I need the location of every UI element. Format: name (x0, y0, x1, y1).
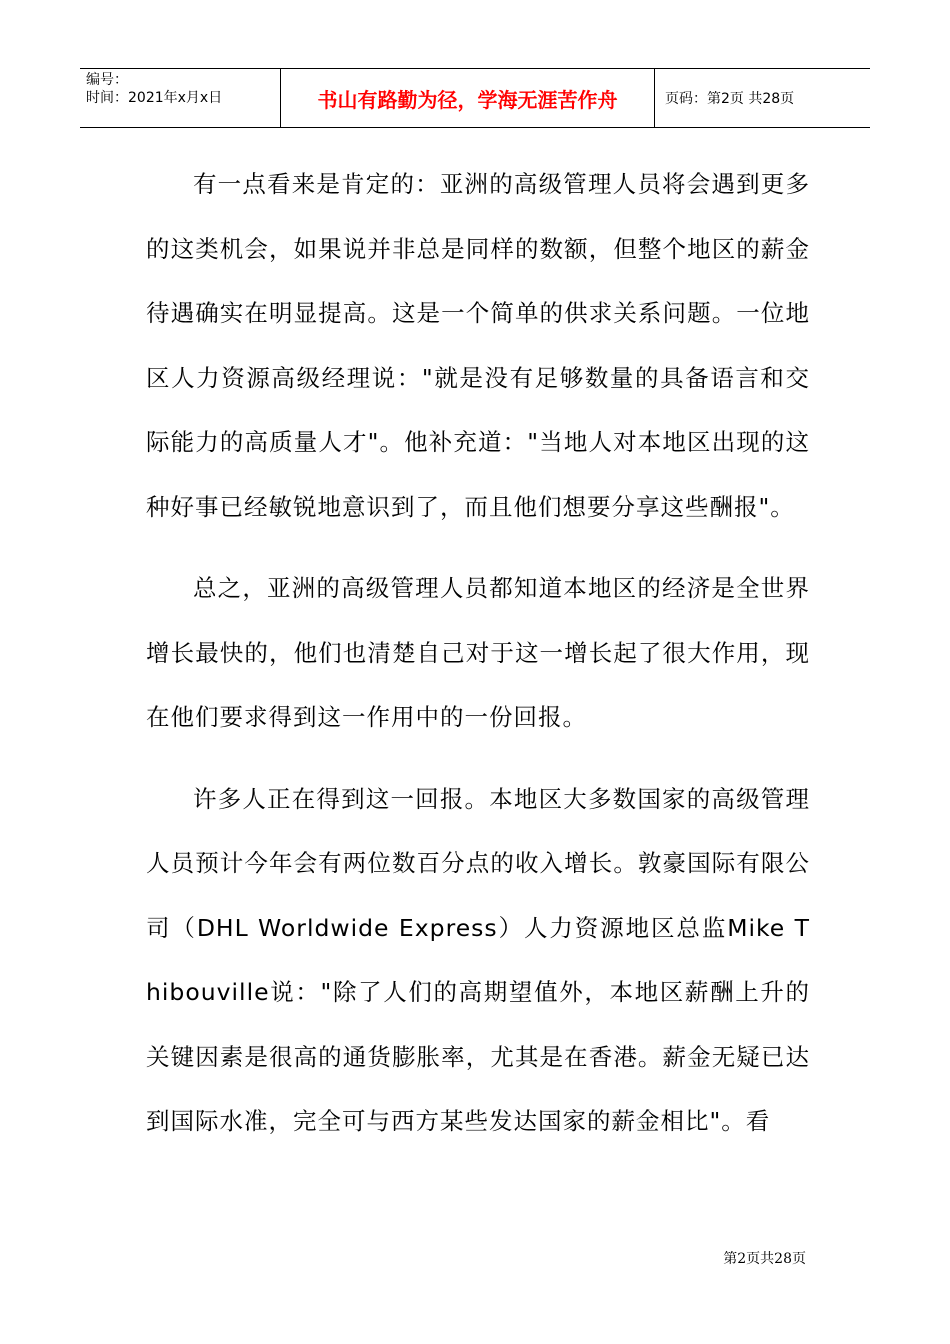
paragraph: 总之，亚洲的高级管理人员都知道本地区的经济是全世界增长最快的，他们也清楚自己对于这一增长起了很大作用，现在他们要求得到这一作用中的一份回报。 (146, 574, 810, 731)
document-number-label: 编号： (86, 72, 128, 88)
header-meta (80, 69, 281, 127)
page-footer: 第2页共28页 (723, 1251, 806, 1267)
page-header (80, 68, 870, 128)
header-page-info: 页码：第2页 共28页 (665, 91, 795, 107)
document-body (146, 152, 810, 1171)
paragraph: 许多人正在得到这一回报。本地区大多数国家的高级管理人员预计今年会有两位数百分点的收入增长。敦豪国际有限公司（DHL Worldwide Express）人力资源地区总监Mike Thibouville说："除了人们的高期望值外，本地区薪酬上升的关键因素是很高的通货膨胀率，尤其是在香港。薪金无疑已达到国际水准，完全可与西方某些发达国家的薪金相比"。看 (146, 784, 810, 1135)
header-motto: 书山有路勤为径，学海无涯苦作舟 (281, 69, 655, 127)
paragraph: 有一点看来是肯定的：亚洲的高级管理人员将会遇到更多的这类机会，如果说并非总是同样的数额，但整个地区的薪金待遇确实在明显提高。这是一个简单的供求关系问题。一位地区人力资源高级经理说："就是没有足够数量的具备语言和交际能力的高质量人才"。他补充道："当地人对本地区出现的这种好事已经敏锐地意识到了，而且他们想要分享这些酬报"。 (146, 170, 810, 521)
document-time-label: 时间：2021年x月x日 (86, 90, 223, 106)
